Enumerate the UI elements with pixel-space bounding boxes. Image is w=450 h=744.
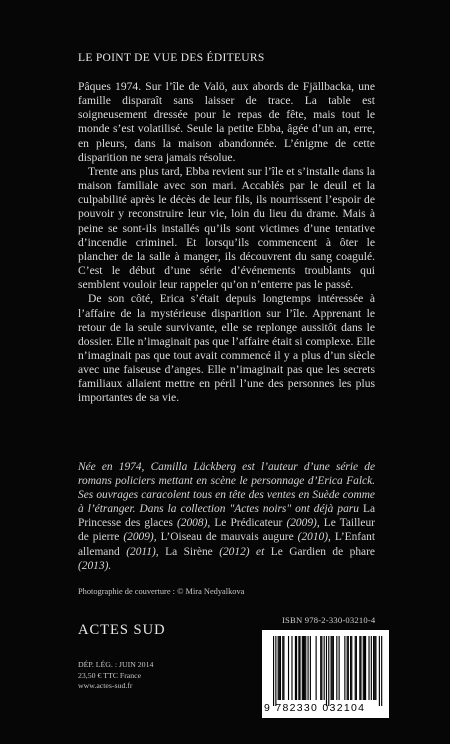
barcode-bar [381,636,382,706]
barcode-bar [320,636,321,700]
author-bio-intro: Née en 1974, Camilla Läckberg est l’auteur d’une série de romans policiers mettant en scène le personnage d’Erica Falck. Ses ouvrages caracolent tous en tête des ventes en Suède comme à l’étranger. Dans la collection "Actes noirs" ont déjà paru [78,461,375,516]
barcode-bar [288,636,289,700]
barcode-bar [333,636,334,700]
book-title: Le Prédicateur [214,517,283,530]
isbn: ISBN 978-2-330-03210-4 [282,615,376,625]
barcode-bar [324,636,325,700]
book-title: L’Enfant allemand [78,531,375,558]
barcode [262,630,389,718]
book-title: Le Tailleur de pierre [78,517,375,544]
barcode-bar [275,636,276,706]
website: www.actes-sud.fr [78,681,133,691]
barcode-bar [332,636,333,700]
book-title: Le Gardien de phare [270,545,375,558]
barcode-bar [348,636,349,700]
barcode-bar [360,636,361,700]
book-title: L’Oiseau de mauvais augure [160,531,294,544]
book-year: (2009) [286,517,317,530]
barcode-bar [351,636,352,700]
barcode-bar [291,636,292,700]
barcode-bar [280,636,281,700]
book-year: (2009) [123,531,154,544]
barcode-bar [305,636,306,700]
barcode-bar [282,636,283,700]
barcode-bar [303,636,304,700]
synopsis-paragraph: Pâques 1974. Sur l’île de Valö, aux abords de Fjällbacka, une famille disparaît sans laisser de trace. La table est soigneusement dressée pour le repas de fête, mais tout le monde s’est volatilisé. Seule la petite Ebba, âgée d’un an, erre, en pleurs, dans la maison abandonnée. L’énigme de cette disparition ne sera jamais résolue. [78,80,375,164]
barcode-bar [371,636,372,700]
synopsis-paragraph: Trente ans plus tard, Ebba revient sur l’île et s’installe dans la maison familiale avec son mari. Accablés par le deuil et la culpabilité après le décès de leur fils, ils nourrissent l’espoir de pouvoir y reconstruire leur vie, loin du lieu du drame. Mais à peine se sont-ils installés qu’ils sont victimes d’une tentative d’incendie criminel. Et lorsqu’ils commencent à ôter le plancher de la salle à manger, ils découvrent du sang coagulé. C’est le début d’une série d’événements troublants qui semblent vouloir leur rappeler qu’on n’enterre pas le passé. [78,164,375,292]
barcode-bar [310,636,311,700]
barcode-bar [302,636,303,700]
barcode-bar [308,636,309,700]
barcode-bar [373,636,374,700]
synopsis-paragraph: De son côté, Erica s’était depuis longtemps intéressée à l’affaire de la mystérieuse disparition sur l’île. Apprenant le retour de la seule survivante, elle se replonge aussitôt dans le dossier. Elle n’imaginait pas que l’affaire était si complexe. Elle n’imaginait pas que tout avait commencé il y a plus d’un siècle avec une faiseuse d’anges. Elle n’imaginait pas que les secrets familiaux allaient mettre en péril l’une des personnes les plus importantes de sa vie. [78,292,375,405]
book-title: La Princesse des glaces [78,503,375,530]
photo-credit: Photographie de couverture : © Mira Nedyalkova [78,587,245,596]
book-title: La Sirène [165,545,213,558]
book-year: (2013). [78,559,112,572]
barcode-bar [374,636,375,700]
barcode-bar [326,636,327,706]
barcode-bar [359,636,360,700]
barcode-bar [355,636,356,700]
barcode-bar [316,636,317,700]
barcode-bar [328,636,329,706]
barcode-bar [356,636,357,700]
barcode-bar [365,636,366,700]
barcode-digits: 9 782330 032104 [264,702,366,714]
barcode-bar [295,636,296,700]
author-bio: Née en 1974, Camilla Läckberg est l’auteur d’une série de romans policiers mettant en scène le personnage d’Erica Falck. Ses ouvrages caracolent tous en tête des ventes en Suède comme à l’étranger. Dans la collection "Actes noirs" ont déjà paru La Princesse des glaces (2008), Le Prédicateur (2009), Le Tailleur de pierre (2009), L’Oiseau de mauvais augure (2010), L’Enfant allemand (2011), La Sirène (2012) et Le Gardien de phare (2013). [78,461,375,572]
book-year: (2012) [219,545,250,558]
barcode-bar [299,636,300,700]
barcode-bar [278,636,279,700]
book-year: (2008) [177,517,208,530]
barcode-bar [296,636,297,700]
barcode-bar [273,636,274,706]
barcode-bar [364,636,365,700]
price: 23,50 € TTC France [78,670,142,680]
publisher-logo: ACTES SUD [78,622,166,638]
barcode-bar [368,636,369,700]
legal-deposit: DÉP. LÉG. : JUIN 2014 [78,660,154,669]
barcode-bar [375,636,376,700]
book-year: (2010) [297,531,329,544]
barcode-bar [283,636,284,700]
synopsis [78,80,375,406]
barcode-bar [339,636,340,700]
barcode-bar [344,636,345,700]
barcode-bar [331,636,332,700]
barcode-bar [350,636,351,700]
barcode-bar [298,636,299,700]
barcode-bar [363,636,364,700]
barcode-bar [347,636,348,700]
legal-info [78,660,153,692]
barcode-bar [279,636,280,700]
barcode-bar [379,636,380,706]
barcode-bar [321,636,322,700]
barcode-bar [336,636,337,700]
barcode-bar [304,636,305,700]
section-heading: LE POINT DE VUE DES ÉDITEURS [78,52,265,64]
book-year: (2011) [126,545,156,558]
